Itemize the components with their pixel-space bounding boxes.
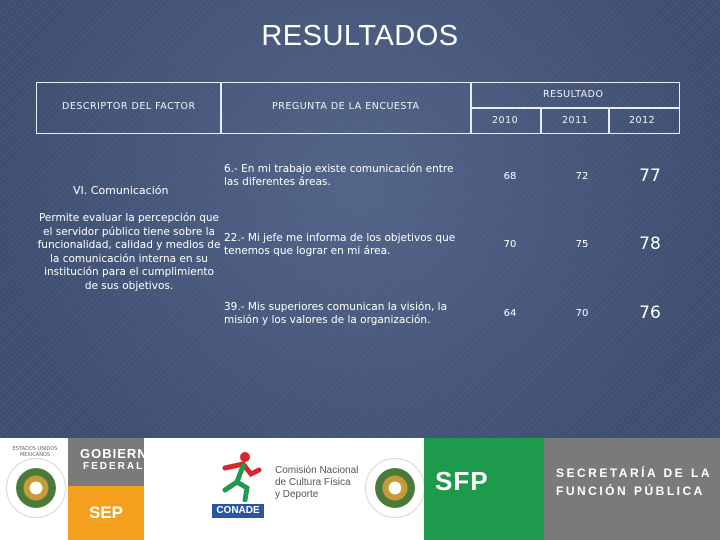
question-row-1: 6.- En mi trabajo existe comunicación entre las diferentes áreas. xyxy=(224,163,454,188)
value-2012-row-1: 77 xyxy=(639,166,661,186)
question-row-2: 22.- Mi jefe me informa de los objetivos que tenemos que lograr en mi área. xyxy=(224,232,456,257)
conade-text-3: y Deporte xyxy=(275,489,319,500)
footer-logo-band xyxy=(0,438,720,540)
descriptor-header: DESCRIPTOR DEL FACTOR xyxy=(62,101,196,112)
conade-text-1: Comisión Nacional xyxy=(275,465,359,476)
value-2011-row-3: 70 xyxy=(575,308,589,319)
sep-logo: SEP xyxy=(68,486,144,540)
value-2012-row-2: 78 xyxy=(639,234,661,254)
year-2010-label: 2010 xyxy=(492,115,519,126)
value-2011-row-1: 72 xyxy=(575,171,589,182)
mexico-seal-icon-2 xyxy=(365,458,425,518)
seal-caption: ESTADOS UNIDOS MEXICANOS xyxy=(12,446,58,458)
secretaria-line-1: SECRETARÍA DE LA xyxy=(556,466,713,480)
page-title: RESULTADOS xyxy=(261,20,459,52)
value-2010-row-3: 64 xyxy=(503,308,517,319)
conade-text-2: de Cultura Física xyxy=(275,477,351,488)
result-header: RESULTADO xyxy=(543,89,604,100)
value-2011-row-2: 75 xyxy=(575,239,589,250)
factor-description: Permite evaluar la percepción que el servidor público tiene sobre la funcionalidad, calidad y medios de la comunicación interna en su institución para el cumplimiento de sus objetivos. xyxy=(37,212,221,292)
year-2012-label: 2012 xyxy=(629,115,656,126)
conade-runner-icon xyxy=(215,450,263,502)
conade-name: CONADE xyxy=(212,504,264,518)
value-2012-row-3: 76 xyxy=(639,303,661,323)
year-2011-label: 2011 xyxy=(562,115,589,126)
factor-name: VI. Comunicación xyxy=(73,184,169,197)
value-2010-row-1: 68 xyxy=(503,171,517,182)
question-header: PREGUNTA DE LA ENCUESTA xyxy=(272,101,420,112)
mexico-seal-icon xyxy=(6,458,66,518)
sfp-logo: SFP xyxy=(435,466,489,496)
federal-label: FEDERAL xyxy=(83,461,145,472)
gobierno-label: GOBIERNO xyxy=(80,446,159,461)
question-row-3: 39.- Mis superiores comunican la visión, la misión y los valores de la organización. xyxy=(224,301,448,326)
secretaria-line-2: FUNCIÓN PÚBLICA xyxy=(556,484,705,498)
value-2010-row-2: 70 xyxy=(503,239,517,250)
